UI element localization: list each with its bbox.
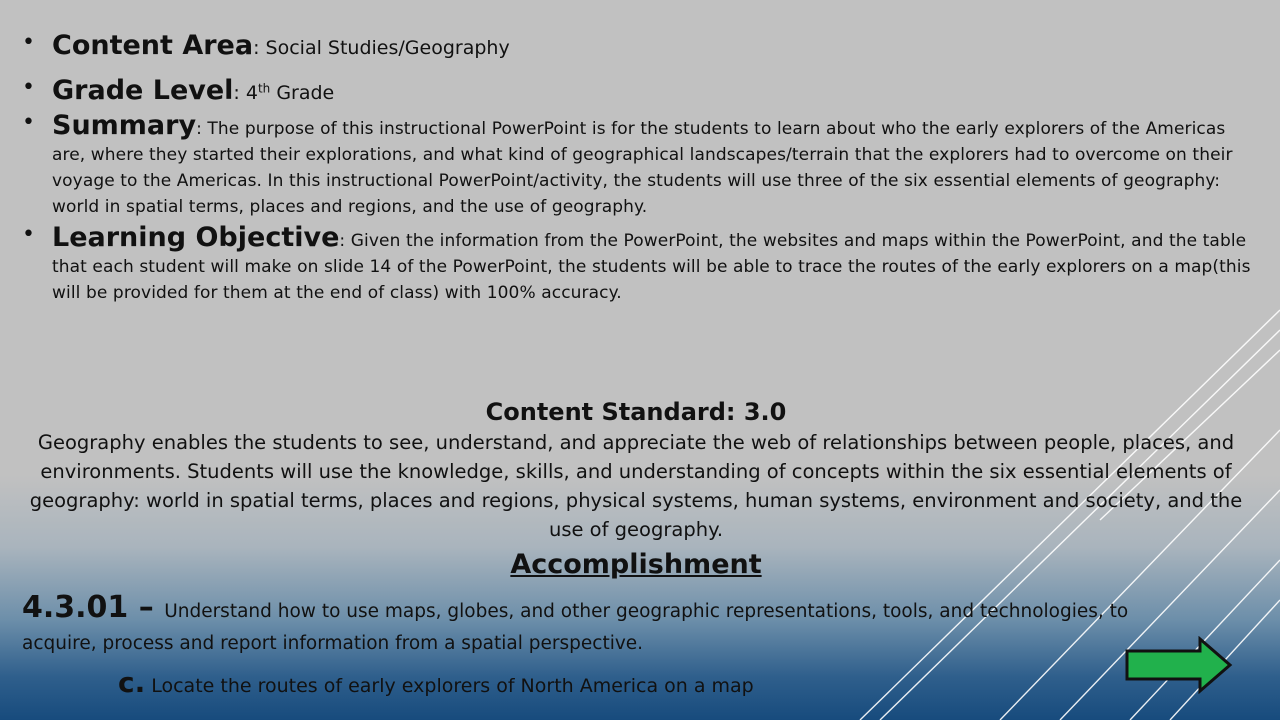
accomplishment-text: Understand how to use maps, globes, and other geographic representations, tools, and technologies, to acquire, process and report information from a spatial perspective. bbox=[22, 601, 1129, 654]
bullet-dot: • bbox=[22, 75, 35, 100]
content-standard-body: Geography enables the students to see, understand, and appreciate the web of relationships between people, places, and environments. Students will use the knowledge, skills, and understanding of concepts within the six essential elements of geography: world in spatial terms, places and regions, physical systems, human systems, environment and society, and the use of geography. bbox=[29, 431, 1243, 541]
accomplishment-code: 4.3.01 – bbox=[22, 590, 165, 625]
summary-text: The purpose of this instructional PowerPoint is for the students to learn about who the early explorers of the Americas are, where they started their explorations, and what kind of geographical landscapes/terrain that the explorers had to overcome on their voyage to the Americas. In this instructional PowerPoint/activity, the students will use three of the six essential elements of geography: world in spatial terms, places and regions, and the use of geography. bbox=[52, 119, 1233, 217]
next-slide-button[interactable] bbox=[1124, 636, 1234, 694]
grade-number: 4 bbox=[245, 82, 258, 104]
bullet-dot: • bbox=[22, 110, 35, 135]
learning-objective-item: • Learning Objective: Given the information from the PowerPoint, the websites and maps within the PowerPoint, and the table that each student will make on slide 14 of the PowerPoint, the students will be able to trace the routes of the early explorers on a map(this will be provided for them at the end of class) with 100% accuracy. bbox=[22, 222, 1251, 303]
content-area-heading: Content Area bbox=[52, 30, 254, 61]
grade-level-heading: Grade Level bbox=[52, 75, 234, 106]
content-area-item: • Content Area: Social Studies/Geography bbox=[22, 30, 510, 61]
bullet-dot: • bbox=[22, 30, 35, 55]
summary-heading: Summary bbox=[52, 110, 197, 141]
right-arrow-icon bbox=[1124, 636, 1234, 694]
grade-level-value: Grade bbox=[270, 82, 335, 104]
subitem-letter: c. bbox=[118, 666, 146, 699]
grade-ordinal: th bbox=[257, 81, 271, 96]
grade-level-item: • Grade Level: 4th Grade bbox=[22, 75, 335, 106]
bullet-list bbox=[22, 30, 1252, 306]
content-standard-title: Content Standard: 3.0 bbox=[485, 398, 787, 426]
learning-objective-heading: Learning Objective bbox=[52, 222, 340, 253]
learning-objective-text: Given the information from the PowerPoint, the websites and maps within the PowerPoint, and the table that each student will make on slide 14 of the PowerPoint, the students will be able to trace the routes of the early explorers on a map(this will be provided for them at the end of class) with 100% accuracy. bbox=[52, 231, 1251, 303]
content-standard-section bbox=[20, 396, 1252, 584]
summary-item: • Summary: The purpose of this instructional PowerPoint is for the students to learn about who the early explorers of the Americas are, where they started their explorations, and what kind of geographical landscapes/terrain that the explorers had to overcome on their voyage to the Americas. In this instructional PowerPoint/activity, the students will use three of the six essential elements of geography: world in spatial terms, places and regions, and the use of geography. bbox=[22, 110, 1233, 217]
accomplishment-subitem bbox=[118, 666, 754, 699]
accomplishment-title: Accomplishment bbox=[510, 549, 762, 580]
accomplishment-statement bbox=[22, 592, 1202, 660]
bullet-dot: • bbox=[22, 222, 35, 247]
subitem-text: Locate the routes of early explorers of North America on a map bbox=[151, 675, 754, 697]
content-area-value: Social Studies/Geography bbox=[265, 37, 510, 59]
